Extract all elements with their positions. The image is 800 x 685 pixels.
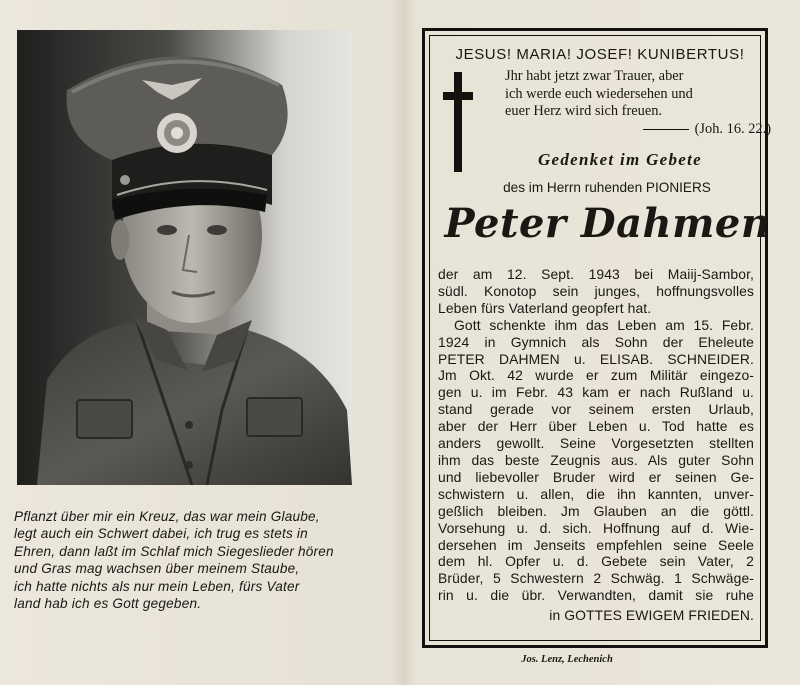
- text-line: PETER DAHMEN u. ELISAB. SCHNEIDER.: [438, 350, 754, 367]
- poem-line: ich hatte nichts als nur mein Leben, fürs Vater: [14, 578, 300, 594]
- left-page: [0, 0, 395, 685]
- text-line: stand gerade vor seinem ersten Urlaub,: [438, 401, 754, 418]
- text-line: 1924 in Gymnich als Sohn der Eheleute: [438, 333, 754, 350]
- text-line: Jm Okt. 42 wurde er zum Militär eingezo-: [438, 367, 754, 384]
- text-line: Leben fürs Vaterland geopfert hat.: [438, 299, 652, 316]
- poem-line: Ehren, dann laßt im Schlaf mich Siegeslieder hören: [14, 543, 334, 559]
- text-line: rin u. die übr. Verwandten, damit sie ruhe: [438, 587, 754, 604]
- printer-credit: Jos. Lenz, Lechenich: [521, 654, 613, 665]
- text-line: dem hl. Opfer u. d. Gebete sein Vater, 2: [438, 553, 754, 570]
- verse-reference: [505, 121, 775, 139]
- text-line: südl. Konotop sein junges, hoffnungsvolles: [438, 282, 754, 299]
- verse-line: Jhr habt jetzt zwar Trauer, aber: [505, 68, 684, 84]
- bible-verse: [505, 68, 775, 138]
- text-line: anders gewollt. Seine Vorgesetzten stellten: [438, 435, 754, 452]
- gedenket-heading: Gedenket im Gebete: [537, 150, 703, 169]
- text-line: schwistern u. allen, die ihn kannten, unver-: [438, 485, 754, 502]
- verse-line: ich werde euch wiedersehen und: [505, 85, 693, 102]
- poem-line: Pflanzt über mir ein Kreuz, das war mein Glaube,: [14, 509, 320, 524]
- invocation-heading: JESUS! MARIA! JOSEF! KUNIBERTUS!: [455, 46, 745, 63]
- poem-line: land hab ich es Gott gegeben.: [14, 596, 202, 612]
- portrait-illustration: [17, 30, 352, 485]
- obituary-text: [438, 266, 754, 624]
- text-line: der am 12. Sept. 1943 bei Maiij-Sambor,: [438, 266, 754, 282]
- verse-reference-text: (Joh. 16. 22.): [694, 120, 771, 137]
- cross-icon: [443, 72, 473, 172]
- text-line: in GOTTES EWIGEM FRIEDEN.: [549, 607, 754, 624]
- text-line: Vorsehung u. d. sich. Hoffnung auf d. Wie-: [438, 519, 754, 536]
- text-line: Gott schenkte ihm das Leben am 15. Febr.: [454, 316, 754, 333]
- deceased-name: Peter Dahmen: [444, 200, 771, 247]
- text-line: aber der Herr über Leben u. Tod hatte es: [438, 418, 754, 435]
- text-line: gen u. im Febr. 43 kam er nach Rußland u.: [438, 384, 754, 401]
- soldier-portrait-photo: [17, 30, 352, 485]
- text-line: Brüder, 5 Schwestern 2 Schwäg. 1 Schwäge-: [438, 570, 754, 587]
- text-line: ihm das beste Zeugnis aus. Als guter Sohn: [438, 451, 754, 468]
- subtitle: des im Herrn ruhenden PIONIERS: [503, 180, 711, 195]
- poem-line: legt auch ein Schwert dabei, ich trug es stets in: [14, 526, 308, 542]
- text-line: dersehen im Jenseits empfehlen seine Seele: [438, 536, 754, 553]
- text-line: und liebevoller Bruder wird er seinen Ge-: [438, 468, 754, 485]
- poem: [14, 508, 376, 612]
- text-line: geßlich bleiben. Jm Glauben an die göttl.: [438, 502, 754, 519]
- poem-line: und Gras mag wachsen über meinem Staube,: [14, 561, 300, 577]
- verse-line: euer Herz wird sich freuen.: [505, 103, 663, 120]
- reference-rule: [643, 129, 689, 130]
